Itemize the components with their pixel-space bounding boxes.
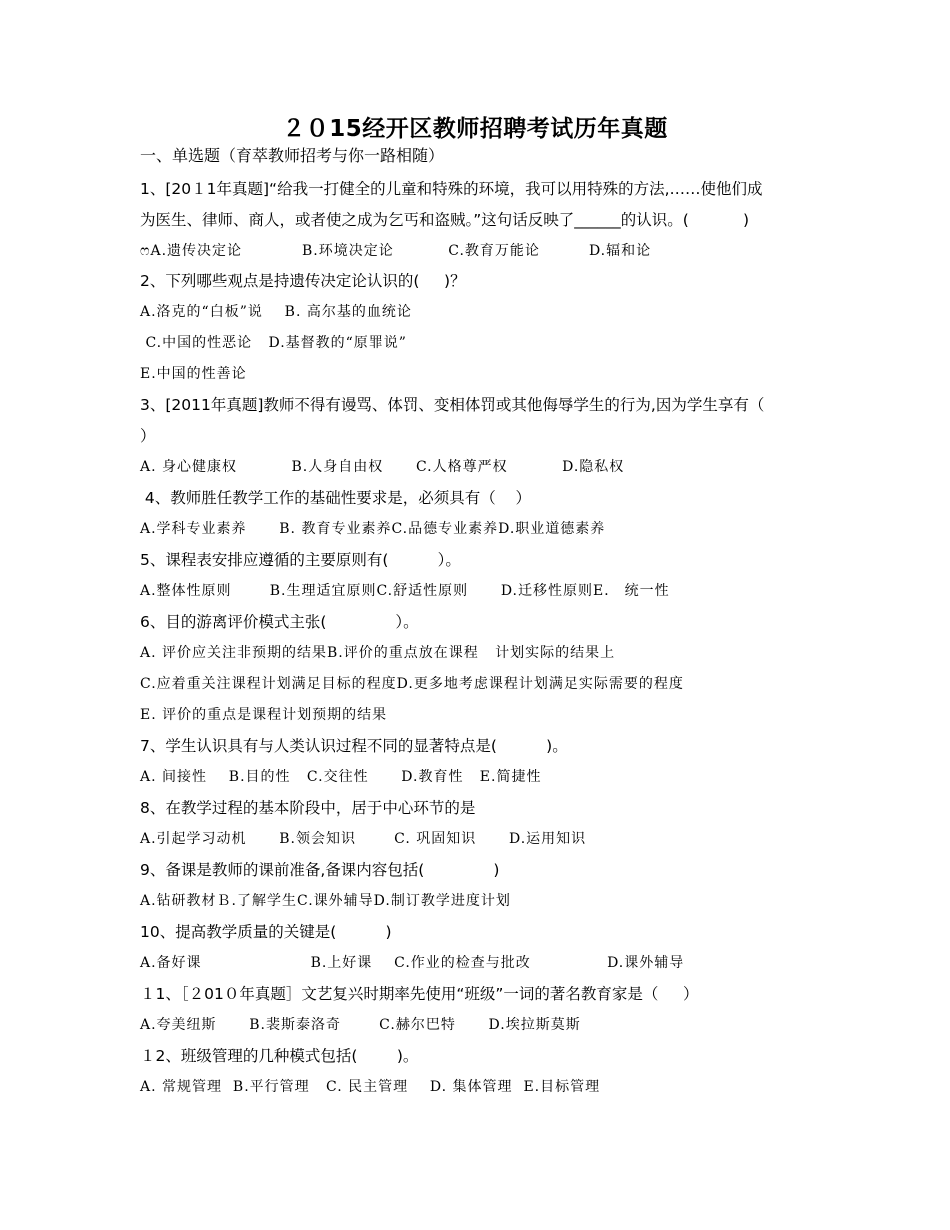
answer-options: E.中国的性善论: [140, 366, 247, 382]
question-text: ）: [140, 427, 156, 445]
answer-options: E. 评价的重点是课程计划预期的结果: [140, 707, 388, 723]
answer-options: A.洛克的“白板”说 B. 高尔基的血统论: [140, 304, 412, 320]
answer-options: C.应着重关注课程计划满足目标的程度D.更多地考虑课程计划满足实际需要的程度: [140, 676, 684, 692]
question-text: 8、在教学过程的基本阶段中，居于中心环节的是: [140, 799, 476, 817]
answer-options: A.学科专业素养 B. 教育专业素养C.品德专业素养D.职业道德素养: [140, 521, 606, 537]
question-text: 为医生、律师、商人，或者使之成为乞丐和盗贼。”这句话反映了______的认识。( ): [140, 211, 750, 229]
question-text: 3、[2011年真题]教师不得有谩骂、体罚、变相体罚或其他侮辱学生的行为,因为学生享有（: [140, 396, 765, 414]
answer-options: A.整体性原则 B.生理适宜原则C.舒适性原则 D.迁移性原则E． 统一性: [140, 583, 670, 599]
answer-options: A.备好课 B.上好课 C.作业的检查与批改 D.课外辅导: [140, 955, 685, 971]
question-text: 7、学生认识具有与人类认识过程不同的显著特点是( )。: [140, 737, 568, 755]
answer-options: A.夸美纽斯 B.裴斯泰洛奇 C.赫尔巴特 D.埃拉斯莫斯: [140, 1017, 581, 1033]
answer-options: A. 间接性 B.目的性 C.交往性 D.教育性 E.简捷性: [140, 769, 542, 785]
answer-options: A.钻研教材Ｂ.了解学生C.课外辅导D.制订教学进度计划: [140, 893, 511, 909]
question-text: 10、提高教学质量的关键是( ): [140, 923, 392, 941]
question-text: 5、课程表安排应遵循的主要原则有( ）。: [140, 551, 461, 569]
question-text: 6、目的游离评价模式主张( ）。: [140, 613, 419, 631]
answer-options: A.引起学习动机 B.领会知识 C. 巩固知识 D.运用知识: [140, 831, 587, 847]
question-text: １2、班级管理的几种模式包括( )。: [140, 1047, 419, 1065]
question-text: 2、下列哪些观点是持遗传决定论认识的( )？: [140, 272, 466, 290]
answer-options: ෆA.遗传决定论 B.环境决定论 C.教育万能论 D.辐和论: [140, 243, 652, 259]
document-title: ２０15经开区教师招聘考试历年真题: [282, 116, 668, 142]
question-text: 9、备课是教师的课前准备,备课内容包括( ): [140, 861, 500, 879]
answer-options: C.中国的性恶论 D.基督教的“原罪说”: [140, 335, 407, 351]
question-text: 1、[20１1年真题]“给我一打健全的儿童和特殊的环境，我可以用特殊的方法,……使他们成: [140, 180, 763, 198]
question-text: 4、教师胜任教学工作的基础性要求是，必须具有（ ）: [140, 489, 531, 507]
section-heading: 一、单选题（育萃教师招考与你一路相随）: [140, 146, 445, 165]
answer-options: A. 评价应关注非预期的结果B.评价的重点放在课程 计划实际的结果上: [140, 645, 616, 661]
answer-options: A. 身心健康权 B.人身自由权 C.人格尊严权 D.隐私权: [140, 459, 625, 475]
answer-options: A. 常规管理 B.平行管理 C. 民主管理 D. 集体管理 E.目标管理: [140, 1079, 601, 1095]
question-text: １1、［２01０年真题］文艺复兴时期率先使用“班级”一词的著名教育家是（ ）: [140, 985, 699, 1003]
